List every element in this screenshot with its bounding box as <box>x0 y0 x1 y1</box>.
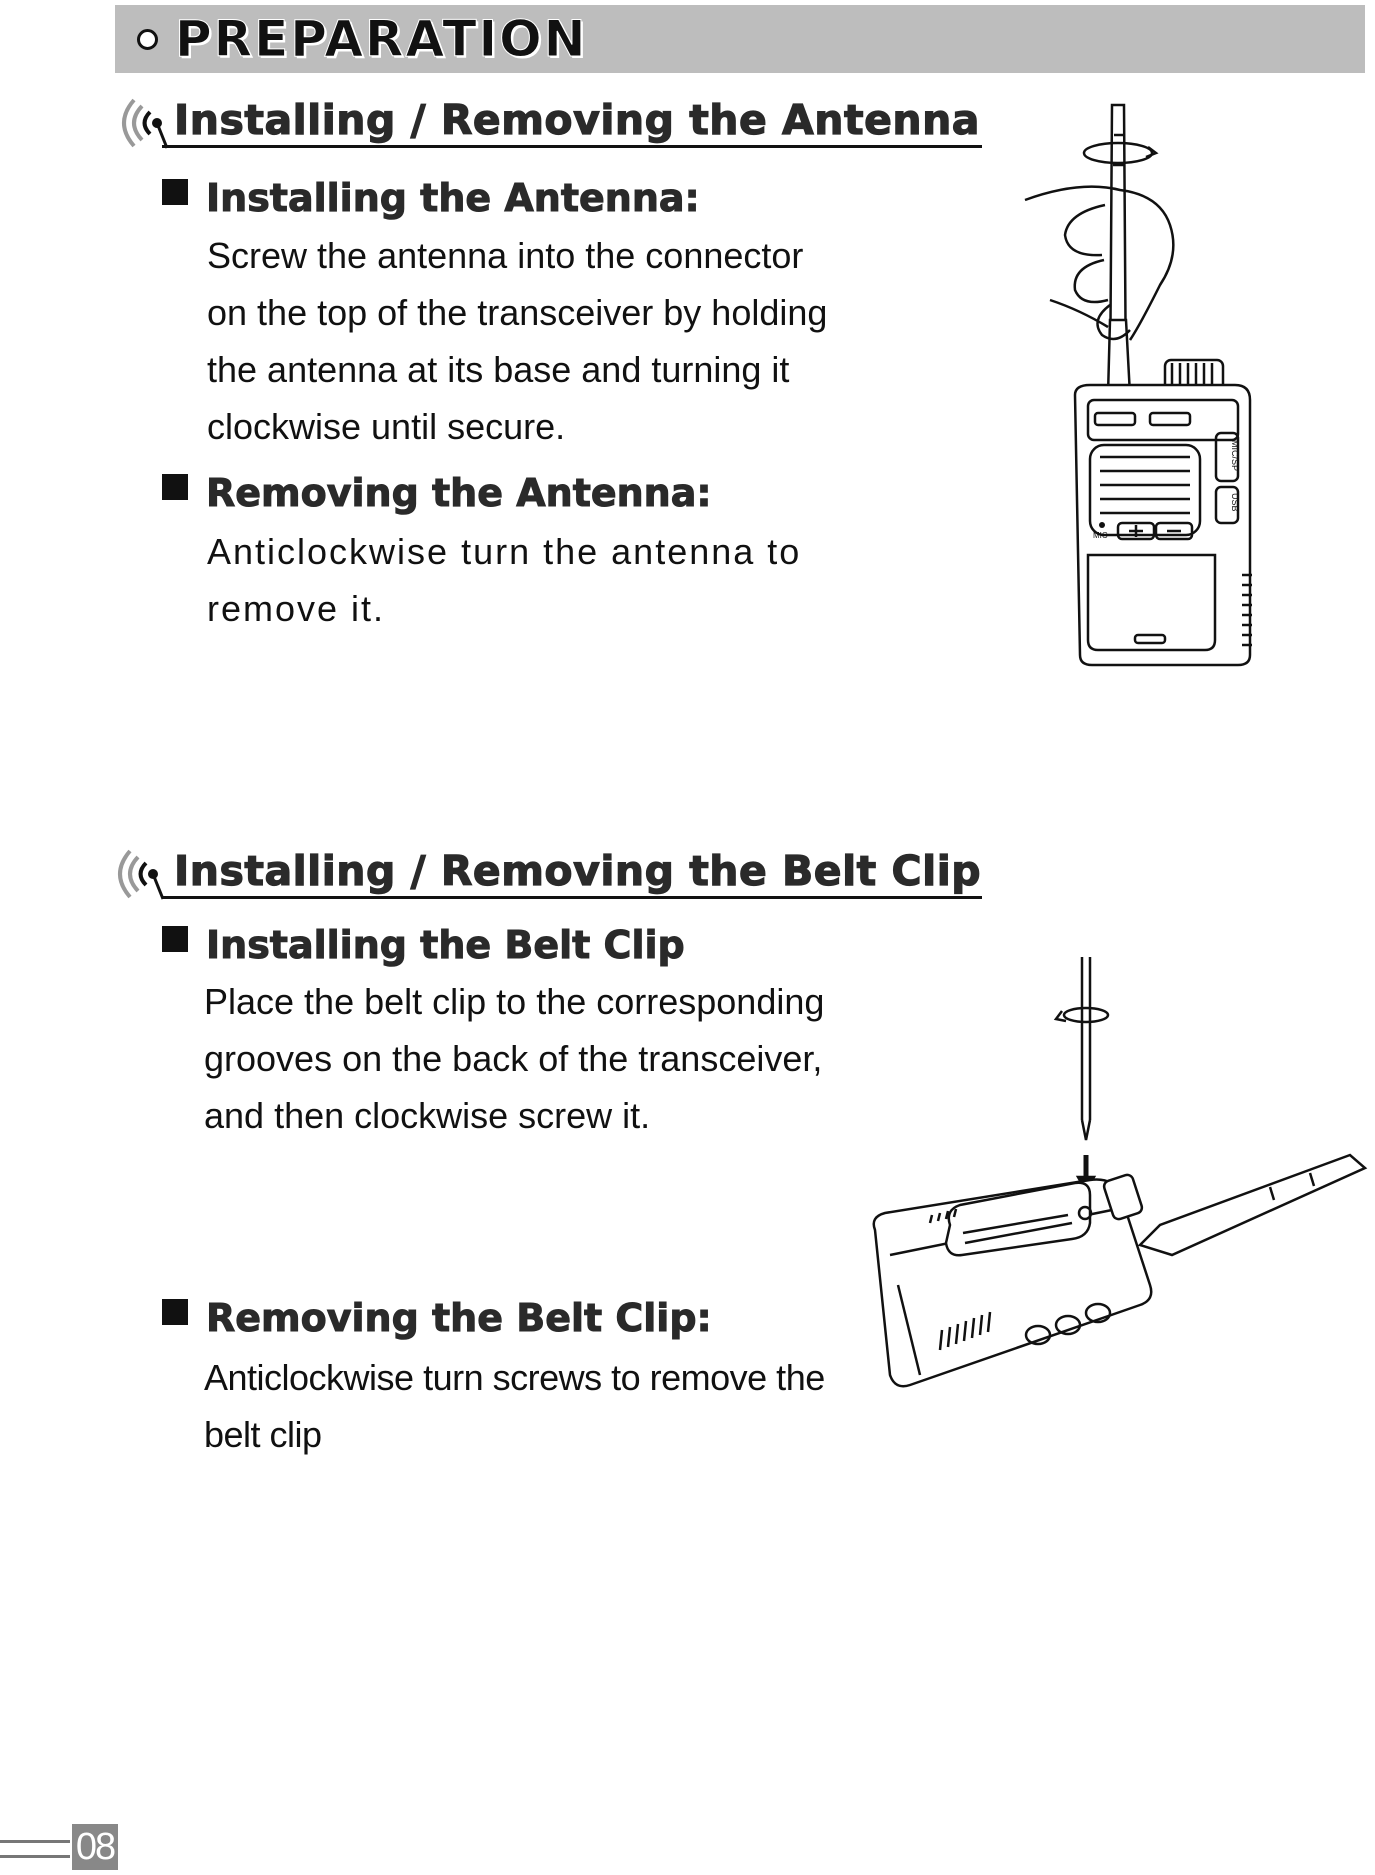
text-line: grooves on the back of the transceiver, <box>204 1038 823 1079</box>
square-bullet-icon <box>162 474 188 500</box>
belt-clip-illustration <box>850 955 1370 1405</box>
installing-antenna-heading: Installing the Antenna: <box>162 176 700 220</box>
text-line: and then clockwise screw it. <box>204 1095 651 1136</box>
square-bullet-icon <box>162 179 188 205</box>
antenna-install-illustration <box>1020 95 1280 675</box>
section-banner <box>115 5 1365 73</box>
circle-bullet-icon <box>137 29 158 50</box>
antenna-section-heading <box>112 92 992 162</box>
heading-underline <box>162 896 982 899</box>
installing-antenna-text <box>207 227 827 455</box>
radio-wave-icon <box>108 843 170 905</box>
text-line: Screw the antenna into the connector <box>207 235 804 276</box>
text-line: belt clip <box>204 1414 322 1455</box>
belt-clip-section-title: Installing / Removing the Belt Clip <box>174 847 982 895</box>
page-number-value: 08 <box>72 1824 118 1870</box>
heading-underline <box>162 145 982 148</box>
antenna-section-title: Installing / Removing the Antenna <box>174 96 980 144</box>
page-number-rule <box>0 1840 70 1858</box>
text-line: the antenna at its base and turning it <box>207 349 790 390</box>
page-number <box>0 1820 120 1870</box>
usb-port-label: USB <box>1230 493 1240 512</box>
removing-belt-clip-text <box>204 1349 825 1463</box>
removing-antenna-heading: Removing the Antenna: <box>162 471 712 515</box>
text-line: clockwise until secure. <box>207 406 566 447</box>
text-line: on the top of the transceiver by holding <box>207 292 828 333</box>
text-line: Place the belt clip to the corresponding <box>204 981 825 1022</box>
installing-belt-clip-text <box>204 973 824 1144</box>
text-line: Anticlockwise turn the antenna to <box>207 531 802 572</box>
text-line: remove it. <box>207 588 386 629</box>
square-bullet-icon <box>162 1299 188 1325</box>
removing-belt-clip-heading: Removing the Belt Clip: <box>162 1296 712 1340</box>
removing-antenna-text <box>207 523 801 637</box>
text-line: Anticlockwise turn screws to remove the <box>204 1357 825 1398</box>
mic-sp-port-label: MIC/SP <box>1230 440 1240 472</box>
square-bullet-icon <box>162 926 188 952</box>
mic-label: MIC <box>1093 531 1108 540</box>
page-title: PREPARATION <box>175 10 588 68</box>
installing-belt-clip-heading: Installing the Belt Clip <box>162 923 685 967</box>
